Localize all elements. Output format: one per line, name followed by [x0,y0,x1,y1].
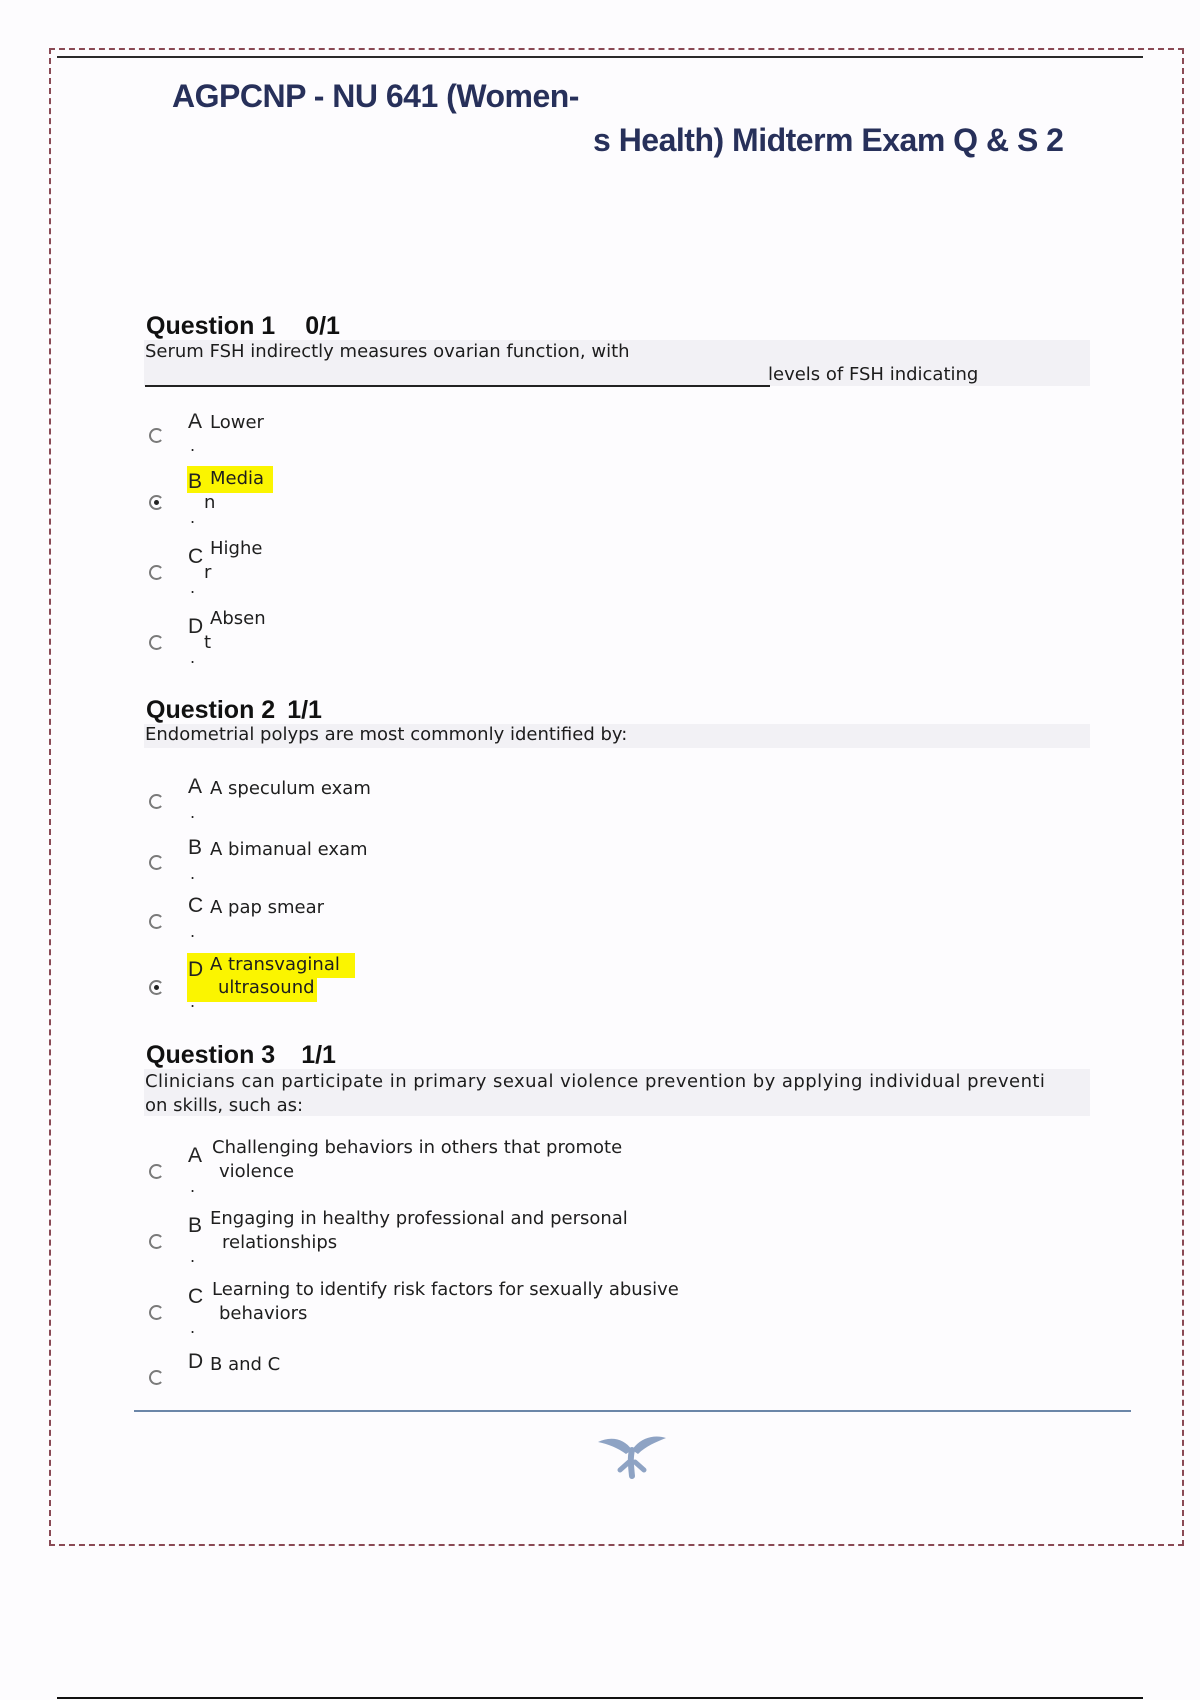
option-d-text: A transvaginal [210,954,340,975]
option-dot: . [190,648,196,667]
option-c-text-wrap: behaviors [219,1303,308,1324]
question-2-text: Endometrial polyps are most commonly identified by: [145,724,628,745]
option-d-radio[interactable] [149,1370,164,1385]
option-dot: . [190,803,196,822]
option-a-radio[interactable] [149,794,164,809]
option-b-radio[interactable] [149,1234,164,1249]
option-a-text: A speculum exam [210,778,371,799]
page-bottom-rule [57,1697,1143,1699]
option-c-text: Highe [210,538,263,559]
question-label: Question 2 [146,696,276,724]
question-score: 0/1 [305,312,340,340]
option-dot: . [190,1247,196,1266]
option-a-text: Lower [210,412,264,433]
option-a-text-wrap: violence [219,1161,295,1182]
option-dot: . [190,1177,196,1196]
option-letter: A [188,410,203,433]
option-dot: . [190,1318,196,1337]
option-letter: C [188,545,204,568]
option-c-text: A pap smear [210,897,325,918]
option-letter: D [188,615,204,638]
option-letter: D [188,958,204,981]
question-score: 1/1 [287,696,322,724]
option-b-text: Engaging in healthy professional and personal [210,1208,628,1229]
option-b-text: Media [210,468,265,489]
option-c-radio[interactable] [149,565,164,580]
option-c-text: Learning to identify risk factors for sexually abusive [212,1279,679,1300]
fill-in-blank-line [145,385,770,387]
question-1-text-line-1: Serum FSH indirectly measures ovarian function, with [145,341,630,362]
option-c-radio[interactable] [149,914,164,929]
option-dot: . [190,864,196,883]
top-rule [57,56,1143,58]
option-letter: C [188,894,204,917]
option-dot: . [190,508,196,527]
question-2-header [146,696,322,725]
option-c-radio[interactable] [149,1305,164,1320]
option-a-radio[interactable] [149,428,164,443]
leaf-emblem-icon [596,1428,668,1480]
option-c-text-wrap: r [204,562,212,583]
question-1-text-line-2: levels of FSH indicating [768,364,979,385]
option-a-text: Challenging behaviors in others that promote [212,1137,623,1158]
option-letter: D [188,1350,204,1373]
option-d-text-wrap: ultrasound [218,977,315,998]
option-a-radio[interactable] [149,1164,164,1179]
document-title-line-2: s Health) Midterm Exam Q & S 2 [593,122,1064,158]
option-b-text-wrap: n [204,492,216,513]
option-dot: . [190,992,196,1011]
option-letter: A [188,1144,203,1167]
question-1-header [146,312,340,341]
option-letter: C [188,1285,204,1308]
option-dot: . [190,922,196,941]
question-label: Question 3 [146,1041,276,1069]
option-dot: . [190,436,196,455]
question-score: 1/1 [301,1041,336,1069]
option-d-radio[interactable] [149,635,164,650]
option-letter: B [188,470,203,493]
question-3-text-line-2: on skills, such as: [145,1095,304,1116]
footer-rule [134,1410,1131,1412]
option-d-text: Absen [210,608,266,629]
option-d-text-wrap: t [204,632,212,653]
question-3-header [146,1041,336,1070]
option-d-text: B and C [210,1354,281,1375]
option-b-radio[interactable] [149,495,164,510]
option-dot: . [190,578,196,597]
option-b-radio[interactable] [149,855,164,870]
option-letter: B [188,1214,203,1237]
option-letter: B [188,836,203,859]
option-b-text: A bimanual exam [210,839,368,860]
option-b-text-wrap: relationships [222,1232,338,1253]
option-d-radio[interactable] [149,980,164,995]
question-label: Question 1 [146,312,276,340]
question-3-text-line-1: Clinicians can participate in primary sexual violence prevention by applying individual preventi [145,1071,1046,1092]
document-title-line-1: AGPCNP - NU 641 (Women- [172,78,579,114]
option-letter: A [188,775,203,798]
